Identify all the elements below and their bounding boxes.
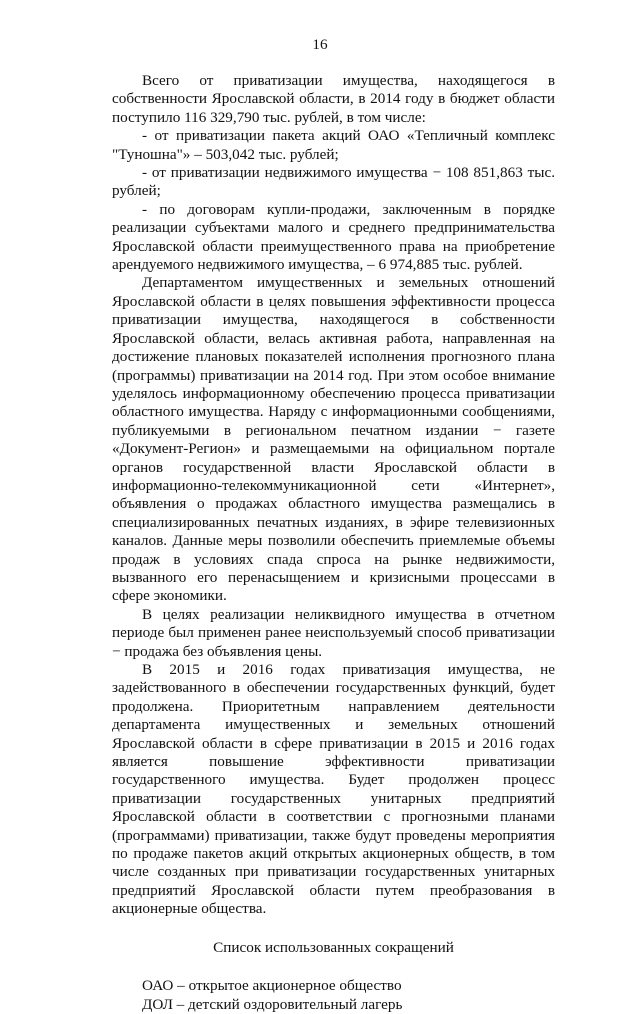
page-number: 16 — [312, 36, 328, 53]
abbreviation-item: ДОЛ – детский оздоровительный лагерь — [142, 995, 403, 1013]
paragraph: В 2015 и 2016 годах приватизация имущества, не задействованного в обеспечении государственных функций, будет продолжена. Приоритетным направлением деятельности департамента имущественных и земельных отношений Ярославской области в сфере приватизации в 2015 и 2016 годах является повышение эффективности приватизации государственного имущества. Будет продолжен процесс приватизации государственных унитарных предприятий Ярославской области в соответствии с прогнозными планами (программами) приватизации, также будут проведены мероприятия по продаже пакетов акций открытых акционерных обществ, в том числе созданных при приватизации государственных унитарных предприятий Ярославской области путем преобразования в акционерные общества. — [112, 661, 555, 918]
body-text — [112, 72, 555, 1014]
paragraph: Всего от приватизации имущества, находящегося в собственности Ярославской области, в 2014 году в бюджет области поступило 116 329,790 тыс. рублей, в том числе: — [112, 72, 555, 126]
list-item: - от приватизации недвижимого имущества − 108 851,863 тыс. рублей; — [112, 164, 555, 200]
paragraph: Департаментом имущественных и земельных отношений Ярославской области в целях повышения эффективности процесса приватизации имущества, находящегося в собственности Ярославской области, велась активная работа, направленная на достижение плановых показателей исполнения прогнозного плана (программы) приватизации на 2014 год. При этом особое внимание уделялось информационному обеспечению процесса приватизации областного имущества. Наряду с информационными сообщениями, публикуемыми в региональном печатном издании − газете «Документ-Регион» и размещаемыми на официальном портале органов государственной власти Ярославской области в информационно-телекоммуникационной сети «Интернет», объявления о продажах областного имущества размещались в специализированных печатных изданиях, в эфире телевизионных каналов. Данные меры позволили обеспечить приемлемые объемы продаж в условиях спада спроса на рынке недвижимости, вызванного его перенасыщением и кризисными процессами в сфере экономики. — [112, 274, 555, 605]
list-item: - по договорам купли-продажи, заключенным в порядке реализации субъектами малого и среднего предпринимательства Ярославской области преимущественного права на приобретение арендуемого недвижимого имущества, – 6 974,885 тыс. рублей. — [112, 200, 555, 274]
list-item: - от приватизации пакета акций ОАО «Тепличный комплекс "Туношна"» – 503,042 тыс. рублей; — [112, 127, 555, 163]
paragraph: В целях реализации неликвидного имущества в отчетном периоде был применен ранее неиспользуемый способ приватизации − продажа без объявления цены. — [112, 605, 555, 660]
abbreviations-heading: Список использованных сокращений — [213, 938, 454, 956]
abbreviation-item: ОАО – открытое акционерное общество — [142, 977, 402, 995]
